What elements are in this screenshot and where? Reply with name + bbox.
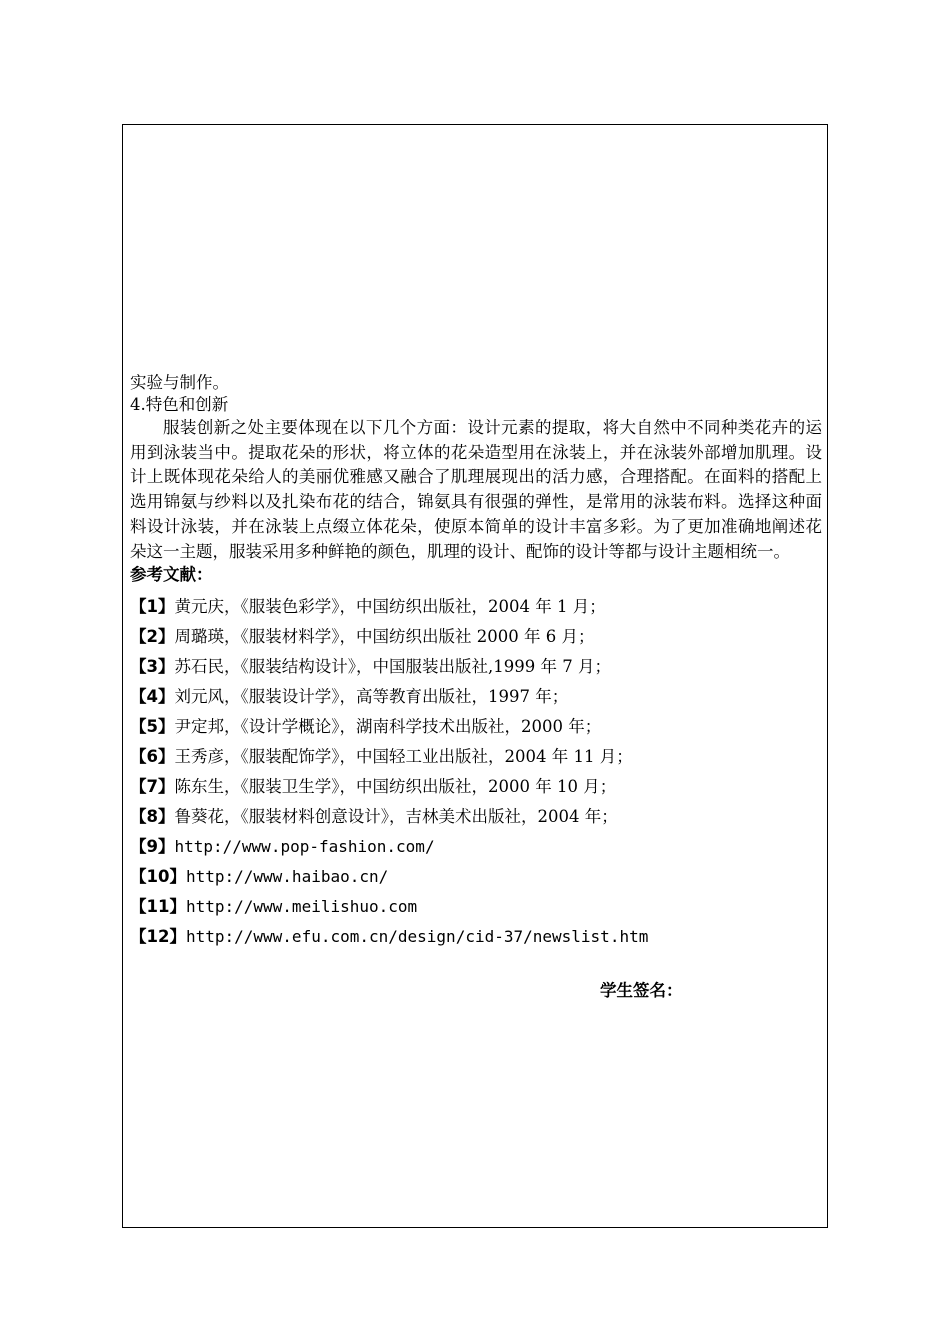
reference-item <box>130 772 822 802</box>
body-paragraph: 服装创新之处主要体现在以下几个方面：设计元素的提取，将大自然中不同种类花卉的运用到泳装当中。提取花朵的形状，将立体的花朵造型用在泳装上，并在泳装外部增加肌理。设计上既体现花朵给人的美丽优雅感又融合了肌理展现出的活力感，合理搭配。在面料的搭配上选用锦氨与纱料以及扎染布花的结合，锦氨具有很强的弹性，是常用的泳装布料。选择这种面料设计泳装，并在泳装上点缀立体花朵，使原本简单的设计丰富多彩。为了更加准确地阐述花朵这一主题，服装采用多种鲜艳的颜色，肌理的设计、配饰的设计等都与设计主题相统一。 <box>130 418 822 561</box>
reference-item <box>130 802 822 832</box>
reference-item <box>130 652 822 682</box>
reference-text: 鲁葵花，《服装材料创意设计》，吉林美术出版社，2004 年； <box>174 807 618 827</box>
references-title: 参考文献： <box>130 565 213 585</box>
reference-item <box>130 832 822 862</box>
reference-text: 苏石民，《服装结构设计》，中国服装出版社,1999 年 7 月； <box>174 657 611 677</box>
reference-text: 王秀彦，《服装配饰学》，中国轻工业出版社，2004 年 11 月； <box>174 747 633 767</box>
reference-list <box>130 592 822 952</box>
reference-text: 刘元风，《服装设计学》，高等教育出版社，1997 年； <box>174 687 569 707</box>
reference-text: 周璐瑛，《服装材料学》，中国纺织出版社 2000 年 6 月； <box>174 627 595 647</box>
section-heading: 4.特色和创新 <box>130 395 229 414</box>
reference-item <box>130 922 822 952</box>
reference-number: 【1】 <box>130 597 175 617</box>
reference-item <box>130 892 822 922</box>
reference-number: 【11】 <box>130 897 186 917</box>
reference-item <box>130 712 822 742</box>
reference-number: 【7】 <box>130 777 175 797</box>
reference-text: 陈东生，《服装卫生学》，中国纺织出版社，2000 年 10 月； <box>174 777 617 797</box>
reference-number: 【3】 <box>130 657 175 677</box>
reference-number: 【10】 <box>130 867 186 887</box>
body-text-line: 实验与制作。 <box>130 373 229 392</box>
reference-number: 【9】 <box>130 837 175 857</box>
reference-item <box>130 862 822 892</box>
reference-url: http://www.meilishuo.com <box>185 897 418 917</box>
reference-number: 【12】 <box>130 927 186 947</box>
reference-text: 尹定邦，《设计学概论》，湖南科学技术出版社，2000 年； <box>174 717 602 737</box>
reference-text: 黄元庆，《服装色彩学》，中国纺织出版社，2004 年 1 月； <box>174 597 606 617</box>
student-signature-label: 学生签名： <box>600 981 683 1000</box>
reference-url: http://www.efu.com.cn/design/cid-37/newslist.htm <box>185 927 649 947</box>
reference-item <box>130 682 822 712</box>
reference-number: 【2】 <box>130 627 175 647</box>
reference-number: 【6】 <box>130 747 175 767</box>
reference-item <box>130 622 822 652</box>
reference-number: 【4】 <box>130 687 175 707</box>
reference-item <box>130 592 822 622</box>
reference-number: 【5】 <box>130 717 175 737</box>
reference-url: http://www.pop-fashion.com/ <box>174 837 435 857</box>
reference-item <box>130 742 822 772</box>
document-body <box>130 372 822 952</box>
reference-url: http://www.haibao.cn/ <box>185 867 389 887</box>
reference-number: 【8】 <box>130 807 175 827</box>
